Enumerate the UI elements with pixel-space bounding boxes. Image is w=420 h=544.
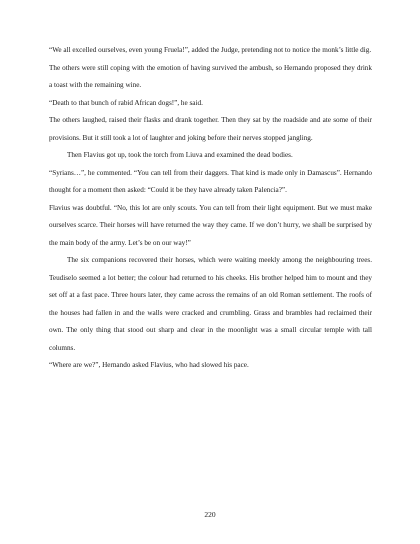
paragraph: “Syrians…”, he commented. “You can tell from their daggers. That kind is made only in Damascus”. Hernando thought for a moment then asked: “Could it be they have already taken Palencia?”. [49, 168, 372, 194]
paragraph: The others were still coping with the emotion of having survived the ambush, so Hernando proposed they drink a toast with the remaining wine. [49, 63, 372, 89]
paragraph: Flavius was doubtful. “No, this lot are only scouts. You can tell from their light equipment. But we must make ourselves scarce. Their horses will have returned the way they came. If we don’t hurry, we shall be surprised by the main body of the army. Let’s be on our way!” [49, 203, 372, 247]
paragraph: “We all excelled ourselves, even young Fruela!”, added the Judge, pretending not to notice the monk’s little dig. [49, 46, 372, 54]
paragraph: Then Flavius got up, took the torch from Liuva and examined the dead bodies. [67, 151, 293, 159]
page-number: 220 [204, 510, 216, 519]
paragraph: “Where are we?”, Hernando asked Flavius, who had slowed his pace. [49, 361, 249, 369]
page-body [49, 42, 372, 375]
paragraph: The six companions recovered their horses, which were waiting meekly among the neighbouring trees. Teudiselo seemed a lot better; the colour had returned to his cheeks. His brother helped him to mount and they set off at a fast pace. Three hours later, they came across the remains of an old Roman settlement. The roofs of the houses had fallen in and the walls were cracked and crumbling. Grass and brambles had reclaimed their own. The only thing that stood out sharp and clear in the moonlight was a small circular temple with tall columns. [49, 256, 372, 352]
paragraph: “Death to that bunch of rabid African dogs!”, he said. [49, 98, 203, 107]
paragraph: The others laughed, raised their flasks and drank together. Then they sat by the roadside and ate some of their provisions. But it still took a lot of laughter and joking before their nerves stopped jangling. [49, 116, 372, 142]
